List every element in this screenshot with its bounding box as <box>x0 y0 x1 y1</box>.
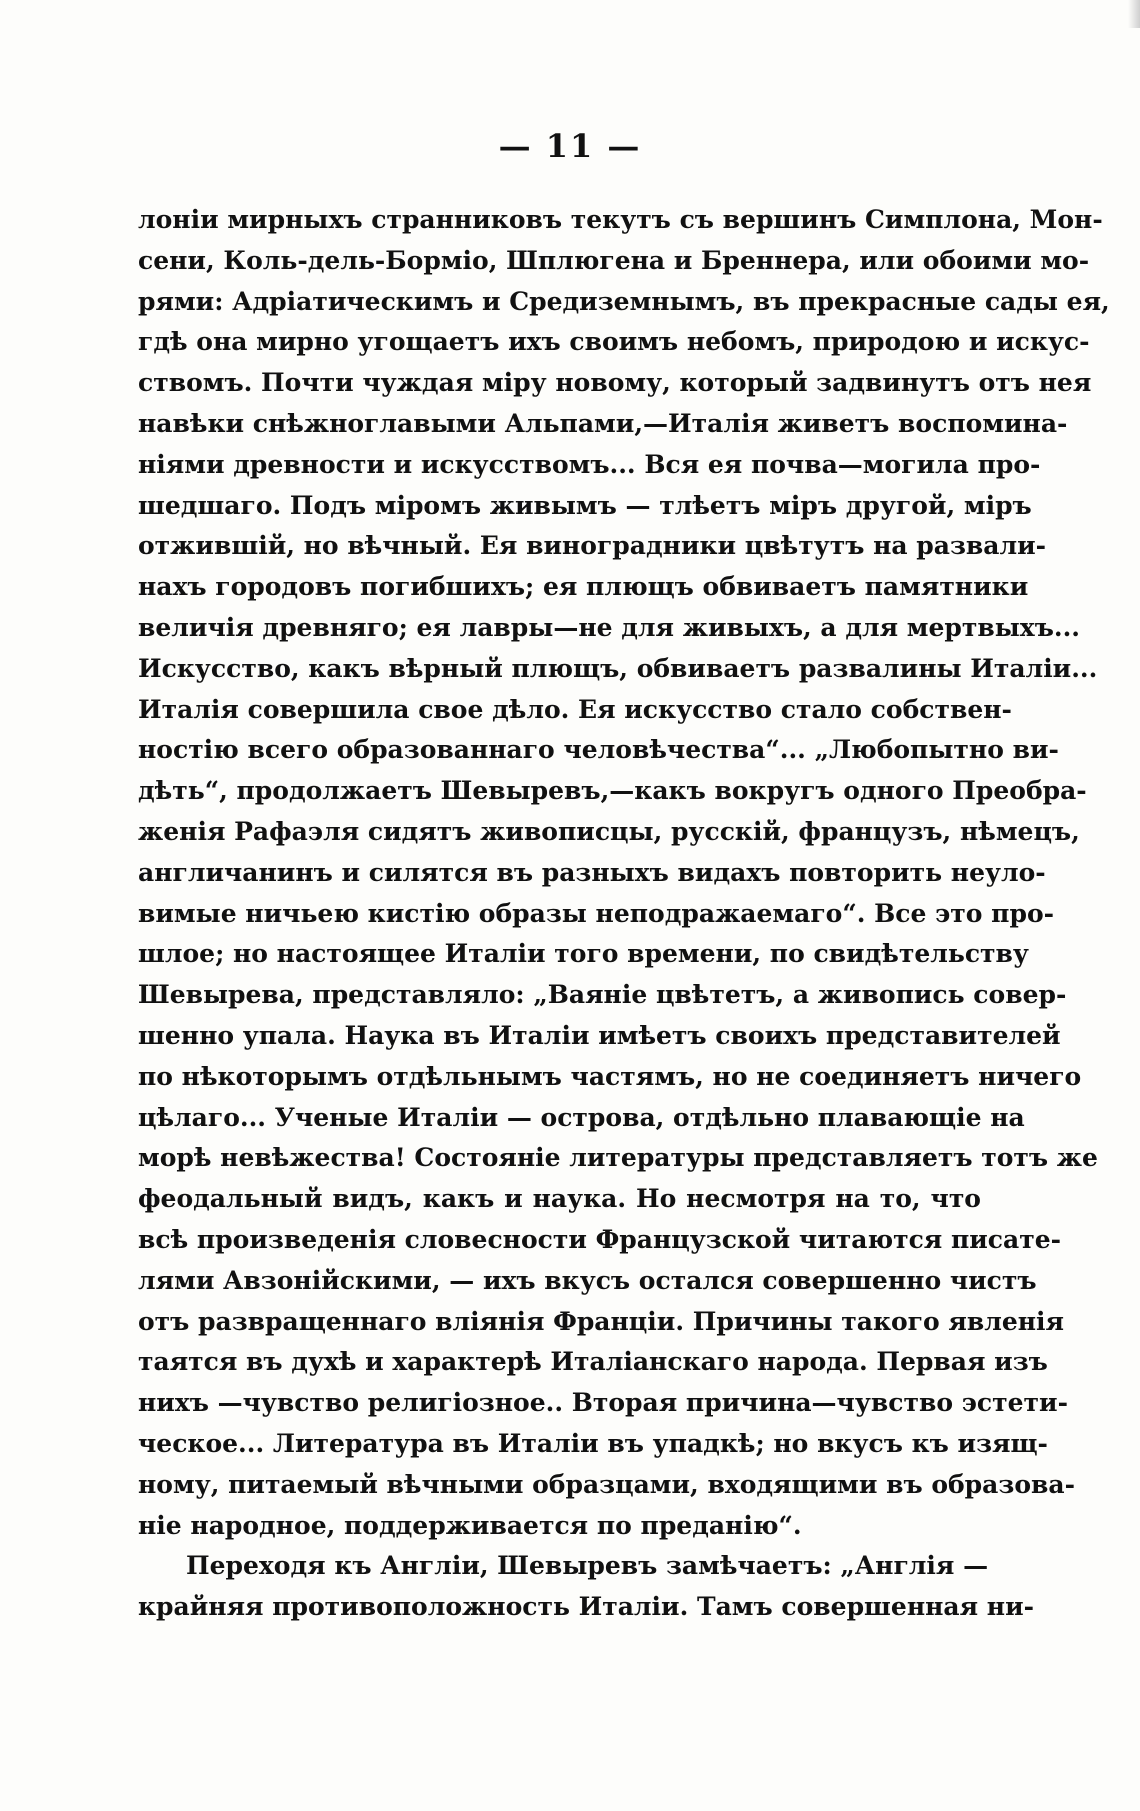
text-line: отъ развращеннаго вліянія Франціи. Причины такого явленія <box>138 1306 1065 1336</box>
text-line: женія Рафаэля сидятъ живописцы, русскій, французъ, нѣмецъ, <box>138 816 1080 846</box>
text-line: нахъ городовъ погибшихъ; ея плющъ обвиваетъ памятники <box>138 572 1029 602</box>
text-line: рями: Адріатическимъ и Средиземнымъ, въ прекрасные сады ея, <box>138 286 1110 316</box>
text-line: Переходя къ Англіи, Шевыревъ замѣчаетъ: „Англія — <box>186 1551 989 1581</box>
text-line: сени, Коль-дель-Борміо, Шплюгена и Бреннера, или обоими мо- <box>138 245 1090 275</box>
text-line: по нѣкоторымъ отдѣльнымъ частямъ, но не соединяетъ ничего <box>138 1061 1082 1091</box>
text-line: Искусство, какъ вѣрный плющъ, обвиваетъ развалины Италіи... <box>138 653 1098 683</box>
text-line: шлое; но настоящее Италіи того времени, по свидѣтельству <box>138 939 1029 969</box>
scan-edge-mark <box>1128 0 1140 28</box>
text-line: шедшаго. Подъ міромъ живымъ — тлѣетъ міръ другой, міръ <box>138 490 1032 520</box>
body-text <box>138 200 1110 1628</box>
text-line: Шевырева, представляло: „Ваяніе цвѣтетъ, а живопись совер- <box>138 980 1067 1010</box>
text-line: англичанинъ и силятся въ разныхъ видахъ повторить неуло- <box>138 857 1046 887</box>
text-line: цѣлаго... Ученые Италіи — острова, отдѣльно плавающіе на <box>138 1102 1025 1132</box>
text-line: всѣ произведенія словесности Французской читаются писате- <box>138 1224 1061 1254</box>
text-line: величія древняго; ея лавры—не для живыхъ, а для мертвыхъ... <box>138 612 1081 642</box>
text-line: морѣ невѣжества! Состояніе литературы представляетъ тотъ же <box>138 1143 1098 1173</box>
text-line: ческое... Литература въ Италіи въ упадкѣ; но вкусъ къ изящ- <box>138 1428 1048 1458</box>
paragraph <box>138 200 1110 1546</box>
text-line: шенно упала. Наука въ Италіи имѣетъ своихъ представителей <box>138 1020 1061 1050</box>
text-line: гдѣ она мирно угощаетъ ихъ своимъ небомъ, природою и искус- <box>138 327 1090 357</box>
paragraph <box>138 1546 1035 1628</box>
text-line: феодальный видъ, какъ и наука. Но несмотря на то, что <box>138 1184 981 1214</box>
text-line: вимые ничьею кистію образы неподражаемаго“. Все это про- <box>138 898 1054 928</box>
text-line: отжившій, но вѣчный. Ея виноградники цвѣтутъ на развали- <box>138 531 1047 561</box>
text-line: лоніи мирныхъ странниковъ текутъ съ вершинъ Симплона, Мон- <box>138 205 1103 234</box>
text-line: дѣть“, продолжаетъ Шевыревъ,—какъ вокругъ одного Преобра- <box>138 776 1087 806</box>
text-line: ніями древности и искусствомъ... Вся ея почва—могила про- <box>138 449 1041 479</box>
text-line: ствомъ. Почти чуждая міру новому, который задвинутъ отъ нея <box>138 368 1092 398</box>
text-line: таятся въ духѣ и характерѣ Италіанскаго народа. Первая изъ <box>138 1347 1048 1377</box>
text-line: крайняя противоположность Италіи. Тамъ совершенная ни- <box>138 1592 1035 1622</box>
text-line: навѣки снѣжноглавыми Альпами,—Италія живетъ воспомина- <box>138 408 1068 438</box>
text-line: лями Авзонійскими, — ихъ вкусъ остался совершенно чистъ <box>138 1265 1037 1295</box>
page-number: — 11 — <box>498 127 642 165</box>
text-line: ному, питаемый вѣчными образцами, входящими въ образова- <box>138 1469 1075 1499</box>
text-line: Италія совершила свое дѣло. Ея искусство стало собствен- <box>138 694 1012 724</box>
text-line: ніе народное, поддерживается по преданію“. <box>138 1510 802 1540</box>
text-line: нихъ —чувство религіозное.. Вторая причина—чувство эстети- <box>138 1388 1068 1418</box>
text-line: ностію всего образованнаго человѣчества“... „Любопытно ви- <box>138 735 1059 765</box>
